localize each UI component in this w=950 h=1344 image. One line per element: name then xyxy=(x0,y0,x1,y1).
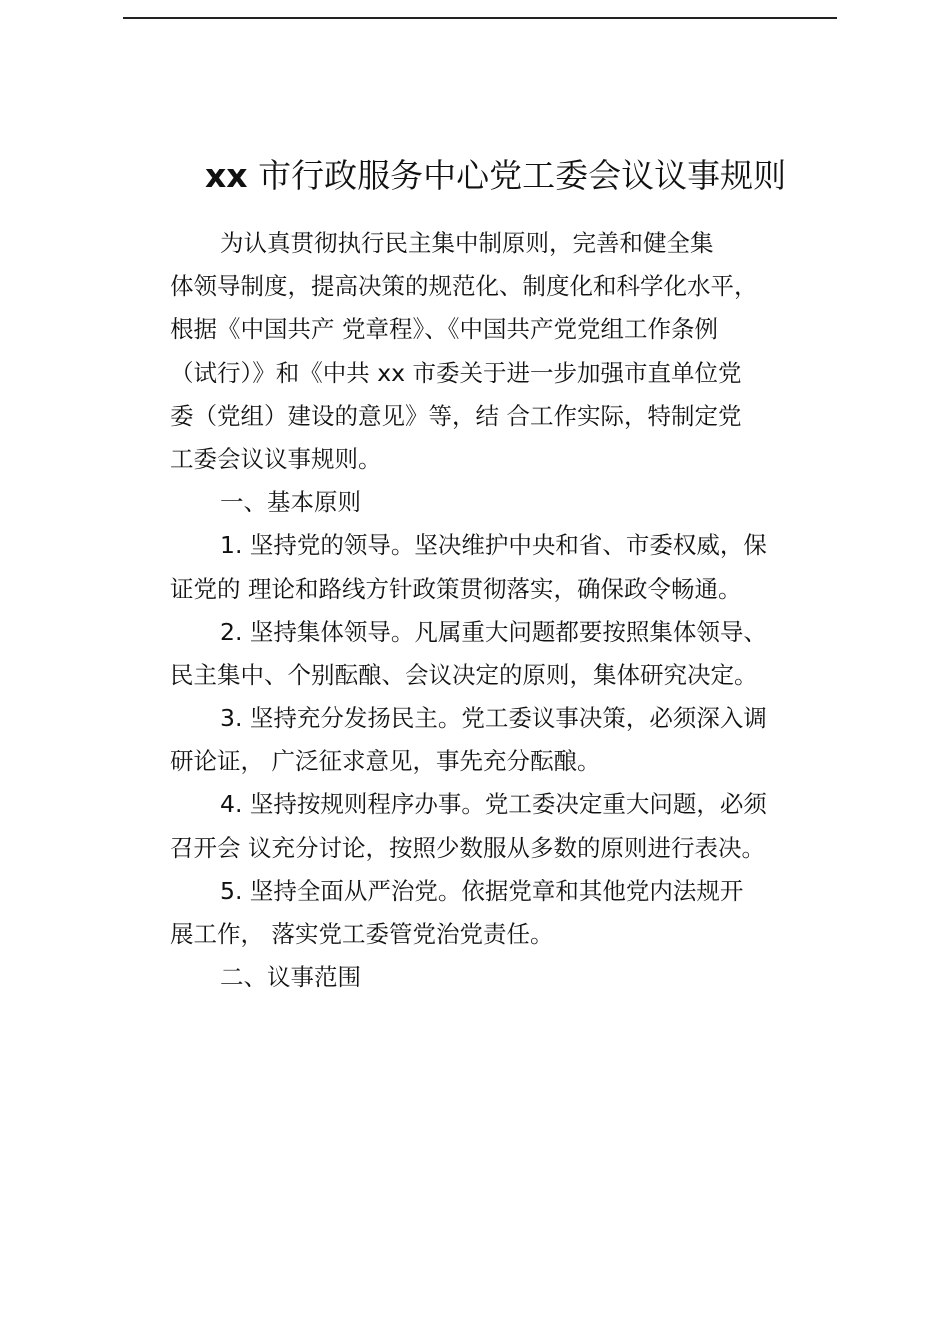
body-line: 体领导制度，提高决策的规范化、制度化和科学化水平， xyxy=(170,272,758,301)
header-rule xyxy=(123,17,837,19)
body-line: 委（党组）建设的意见》等，结 合工作实际，特制定党 xyxy=(170,401,742,430)
body-line: 为认真贯彻执行民主集中制原则，完善和健全集 xyxy=(220,229,714,257)
body-line: 2. 坚持集体领导。凡属重大问题都要按照集体领导、 xyxy=(220,617,767,646)
document-body xyxy=(170,222,790,999)
body-line: 5. 坚持全面从严治党。依据党章和其他党内法规开 xyxy=(220,876,744,905)
body-line: 3. 坚持充分发扬民主。党工委议事决策，必须深入调 xyxy=(220,704,767,733)
body-line: 民主集中、个别酝酿、会议决定的原则，集体研究决定。 xyxy=(170,660,758,689)
section-heading: 一、基本原则 xyxy=(220,488,361,517)
document-title-text: 市行政服务中心党工委会议议事规则 xyxy=(258,156,787,195)
body-line: 1. 坚持党的领导。坚决维护中央和省、市委权威，保 xyxy=(220,531,767,560)
document-title-prefix: xx xyxy=(205,156,248,195)
body-line: 展工作， 落实党工委管党治党责任。 xyxy=(170,920,554,948)
document-title xyxy=(205,154,845,198)
section-heading: 二、议事范围 xyxy=(220,963,361,992)
body-line: 根据《中国共产 党章程》、《中国共产党党组工作条例 xyxy=(170,315,718,344)
body-line: 研论证， 广泛征求意见，事先充分酝酿。 xyxy=(170,747,601,776)
body-line: 4. 坚持按规则程序办事。党工委决定重大问题，必须 xyxy=(220,790,767,819)
body-line: 召开会 议充分讨论，按照少数服从多数的原则进行表决。 xyxy=(170,833,765,862)
body-line: 证党的 理论和路线方针政策贯彻落实，确保政令畅通。 xyxy=(170,574,742,603)
body-line: 工委会议议事规则。 xyxy=(170,444,382,473)
body-line: （试行）》和《中共 xx 市委关于进一步加强市直单位党 xyxy=(170,358,742,387)
